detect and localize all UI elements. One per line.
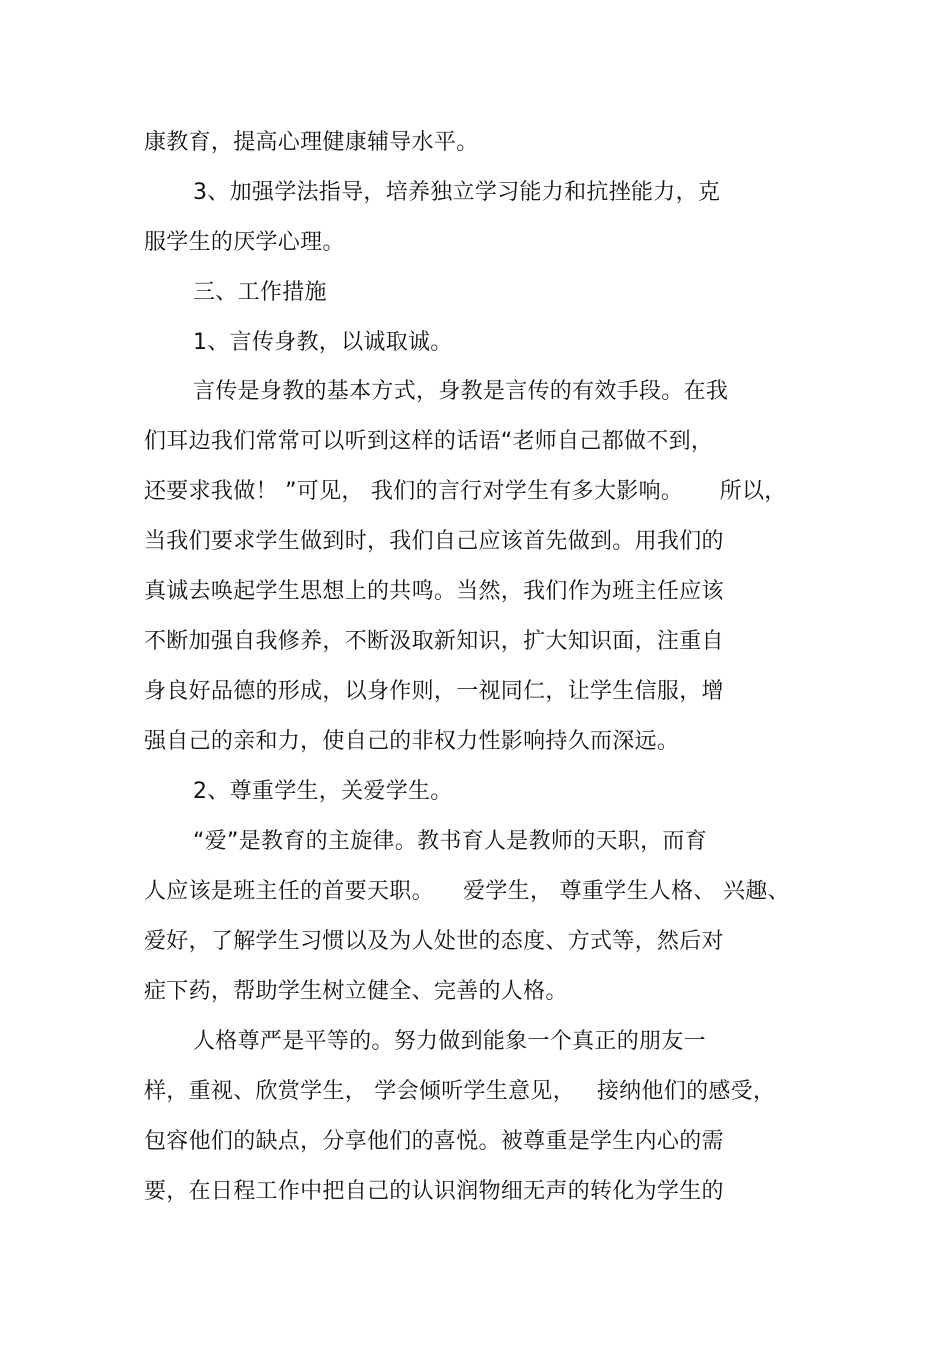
text-line: 身良好品德的形成，以身作则，一视同仁，让学生信服，增 bbox=[144, 679, 724, 704]
text-line: 当我们要求学生做到时，我们自己应该首先做到。用我们的 bbox=[144, 529, 724, 554]
text-line: 包容他们的缺点，分享他们的喜悦。被尊重是学生内心的需 bbox=[144, 1129, 724, 1154]
text-line: 人应该是班主任的首要天职。 爱学生， 尊重学生人格、 兴趣、 bbox=[144, 879, 790, 904]
text-line: 言传是身教的基本方式，身教是言传的有效手段。在我 bbox=[193, 379, 729, 404]
text-line: 样，重视、欣赏学生， 学会倾听学生意见， 接纳他们的感受， bbox=[144, 1079, 776, 1104]
text-line: 真诚去唤起学生思想上的共鸣。当然，我们作为班主任应该 bbox=[144, 579, 724, 604]
section-heading: 三、工作措施 bbox=[193, 280, 327, 305]
subsection-heading: 2、尊重学生，关爱学生。 bbox=[193, 779, 453, 804]
text-line: 服学生的厌学心理。 bbox=[144, 230, 345, 255]
text-line: 强自己的亲和力，使自己的非权力性影响持久而深远。 bbox=[144, 729, 680, 754]
subsection-heading: 1、言传身教，以诚取诚。 bbox=[193, 330, 453, 355]
text-line: 们耳边我们常常可以听到这样的话语“老师自己都做不到， bbox=[144, 429, 714, 454]
text-line: 还要求我做！ ”可见， 我们的言行对学生有多大影响。 所以， bbox=[144, 479, 787, 504]
text-line: 康教育，提高心理健康辅导水平。 bbox=[144, 130, 479, 155]
text-line: 症下药，帮助学生树立健全、完善的人格。 bbox=[144, 979, 568, 1004]
text-line: 要，在日程工作中把自己的认识润物细无声的转化为学生的 bbox=[144, 1179, 724, 1204]
text-line: 不断加强自我修养，不断汲取新知识，扩大知识面，注重自 bbox=[144, 629, 724, 654]
text-line: 爱好，了解学生习惯以及为人处世的态度、方式等，然后对 bbox=[144, 929, 724, 954]
text-line: “爱”是教育的主旋律。教书育人是教师的天职，而育 bbox=[193, 829, 707, 854]
text-line: 人格尊严是平等的。努力做到能象一个真正的朋友一 bbox=[193, 1029, 706, 1054]
text-line: 3、加强学法指导，培养独立学习能力和抗挫能力，克 bbox=[193, 180, 721, 205]
